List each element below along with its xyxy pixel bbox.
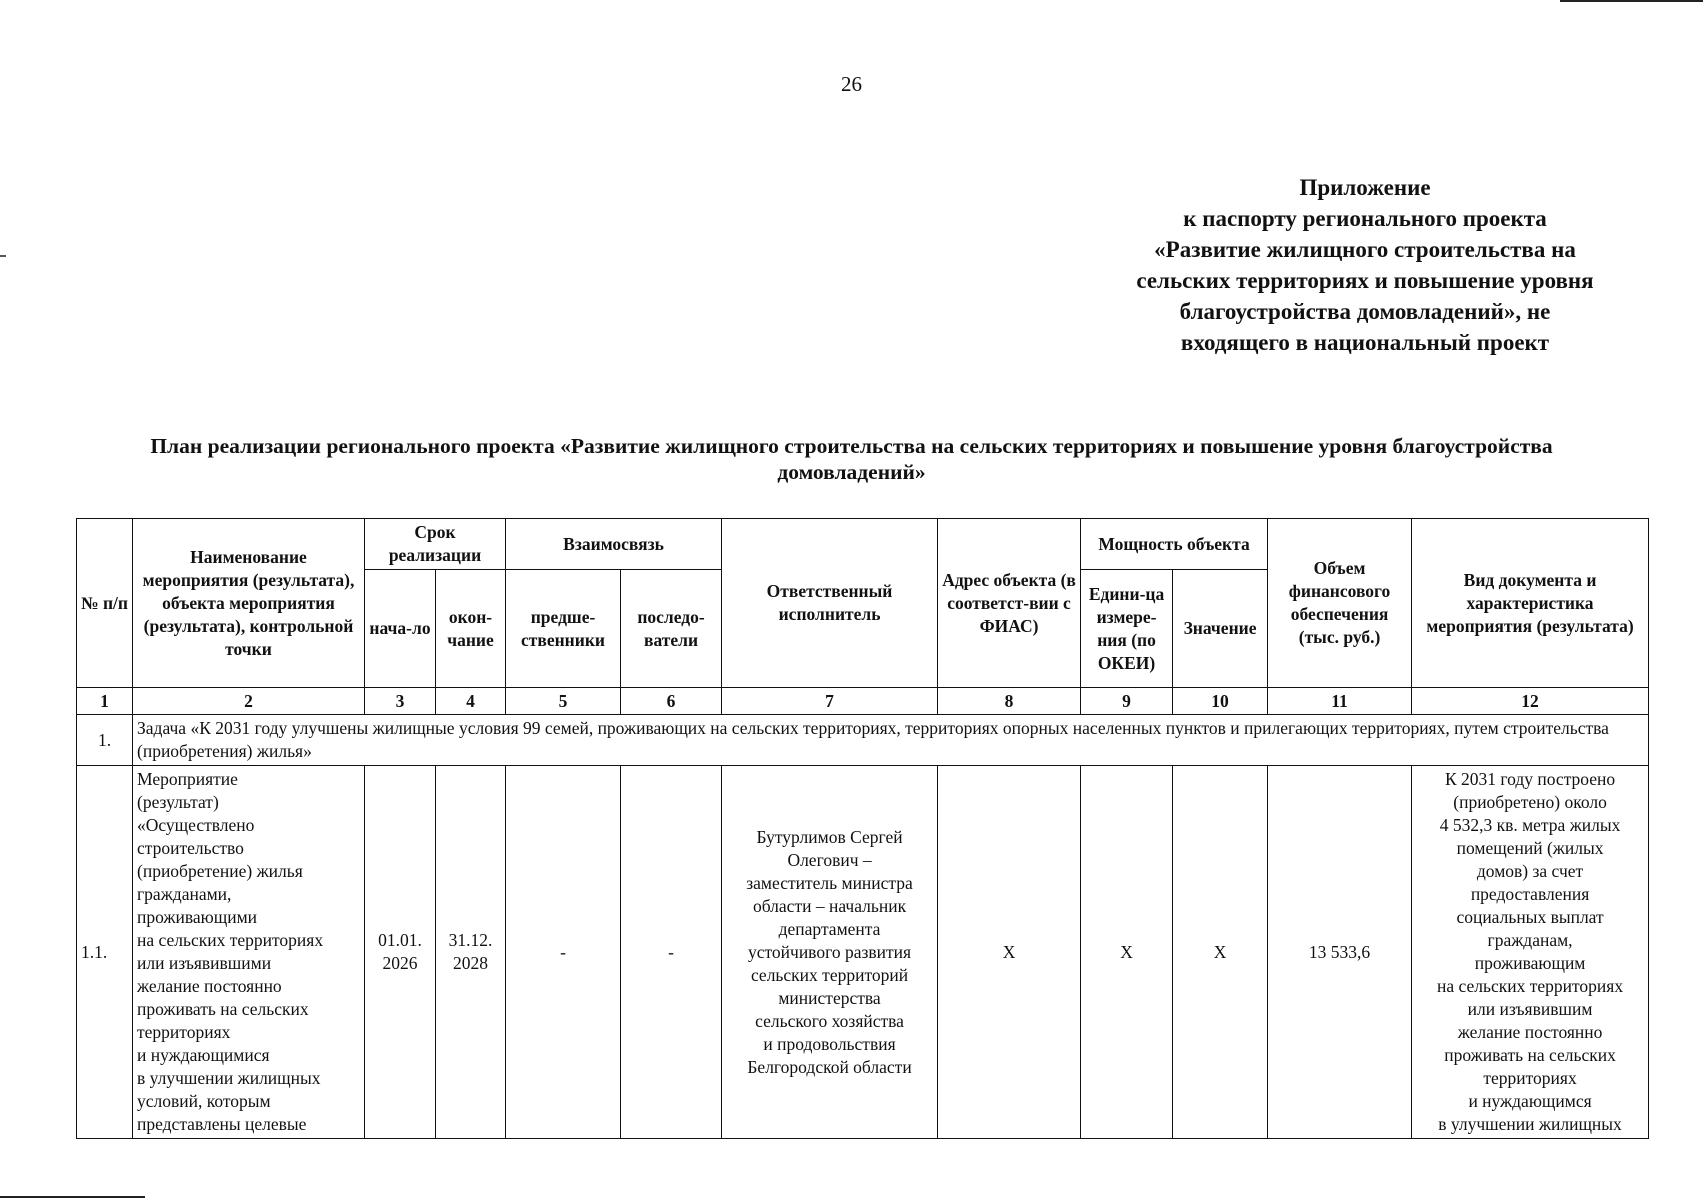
header-power-value: Значение <box>1173 570 1268 688</box>
appendix-line: входящего в национальный проект <box>1180 330 1550 355</box>
task-number: 1. <box>77 715 133 766</box>
header-power-unit: Едини-ца измере-ния (по ОКЕИ) <box>1081 570 1173 688</box>
column-number: 6 <box>621 688 722 715</box>
item-number: 1.1. <box>77 766 133 1139</box>
item-row <box>77 766 1649 1139</box>
item-start-date: 01.01. 2026 <box>365 766 436 1139</box>
appendix-heading <box>1090 172 1640 358</box>
margin-mark <box>0 255 6 257</box>
bottom-edge-line <box>0 1196 145 1198</box>
header-term: Срок реализации <box>365 519 506 570</box>
header-link-pred: предше-ственники <box>506 570 621 688</box>
column-number-row <box>77 688 1649 715</box>
item-end-date: 31.12. 2028 <box>436 766 506 1139</box>
column-number: 9 <box>1081 688 1173 715</box>
appendix-line: благоустройства домовладений», не <box>1179 299 1551 324</box>
header-address: Адрес объекта (в соответст-вии с ФИАС) <box>938 519 1081 688</box>
item-address: Х <box>938 766 1081 1139</box>
plan-title: План реализации регионального проекта «Развитие жилищного строительства на сельских территориях и повышение уровня благоустройства домовладений» <box>150 434 1553 484</box>
top-edge-line <box>1560 0 1703 2</box>
header-num: № п/п <box>77 519 133 688</box>
header-term-start: нача-ло <box>365 570 436 688</box>
item-executor: Бутурлимов Сергей Олегович – заместитель министра области – начальник департамента устойчивого развития сельских территорий министерства сельского хозяйства и продовольствия Белгородской области <box>722 766 938 1139</box>
item-document: К 2031 году построено (приобретено) около 4 532,3 кв. метра жилых помещений (жилых домов) за счет предоставления социальных выплат гражданам, проживающим на сельских территориях или изъявившим желание постоянно проживать на сельских территориях и нуждающимся в улучшении жилищных <box>1412 766 1649 1139</box>
header-name: Наименование мероприятия (результата), объекта мероприятия (результата), контрольной точки <box>133 519 365 688</box>
column-number: 4 <box>436 688 506 715</box>
appendix-line: Приложение <box>1299 175 1431 200</box>
column-number: 12 <box>1412 688 1649 715</box>
page-number: 26 <box>841 72 862 96</box>
header-link-next: последо-ватели <box>621 570 722 688</box>
column-number: 2 <box>133 688 365 715</box>
column-number: 5 <box>506 688 621 715</box>
item-unit: Х <box>1081 766 1173 1139</box>
item-predecessors: - <box>506 766 621 1139</box>
item-name: Мероприятие (результат) «Осуществлено строительство (приобретение) жилья гражданами, проживающими на сельских территориях или изъявившими желание постоянно проживать на сельских территориях и нуждающимися в улучшении жилищных условий, которым представлены целевые <box>133 766 365 1139</box>
task-text: Задача «К 2031 году улучшены жилищные условия 99 семей, проживающих на сельских территориях, территориях опорных населенных пунктов и прилегающих территориях, путем строительства (приобретения) жилья» <box>133 715 1649 766</box>
appendix-line: к паспорту регионального проекта <box>1183 206 1547 231</box>
column-number: 1 <box>77 688 133 715</box>
column-number: 3 <box>365 688 436 715</box>
appendix-line: «Развитие жилищного строительства на <box>1154 237 1576 262</box>
item-value: Х <box>1173 766 1268 1139</box>
column-number: 11 <box>1268 688 1412 715</box>
column-number: 10 <box>1173 688 1268 715</box>
header-doc: Вид документа и характеристика мероприятия (результата) <box>1412 519 1649 688</box>
item-successors: - <box>621 766 722 1139</box>
header-finance: Объем финансового обеспечения (тыс. руб.) <box>1268 519 1412 688</box>
header-link: Взаимосвязь <box>506 519 722 570</box>
header-row-1 <box>77 519 1649 570</box>
header-term-end: окон-чание <box>436 570 506 688</box>
task-row <box>77 715 1649 766</box>
column-number: 7 <box>722 688 938 715</box>
appendix-line: сельских территориях и повышение уровня <box>1136 268 1594 293</box>
header-power: Мощность объекта <box>1081 519 1268 570</box>
column-number: 8 <box>938 688 1081 715</box>
item-finance: 13 533,6 <box>1268 766 1412 1139</box>
plan-table <box>76 518 1649 1139</box>
header-executor: Ответственный исполнитель <box>722 519 938 688</box>
